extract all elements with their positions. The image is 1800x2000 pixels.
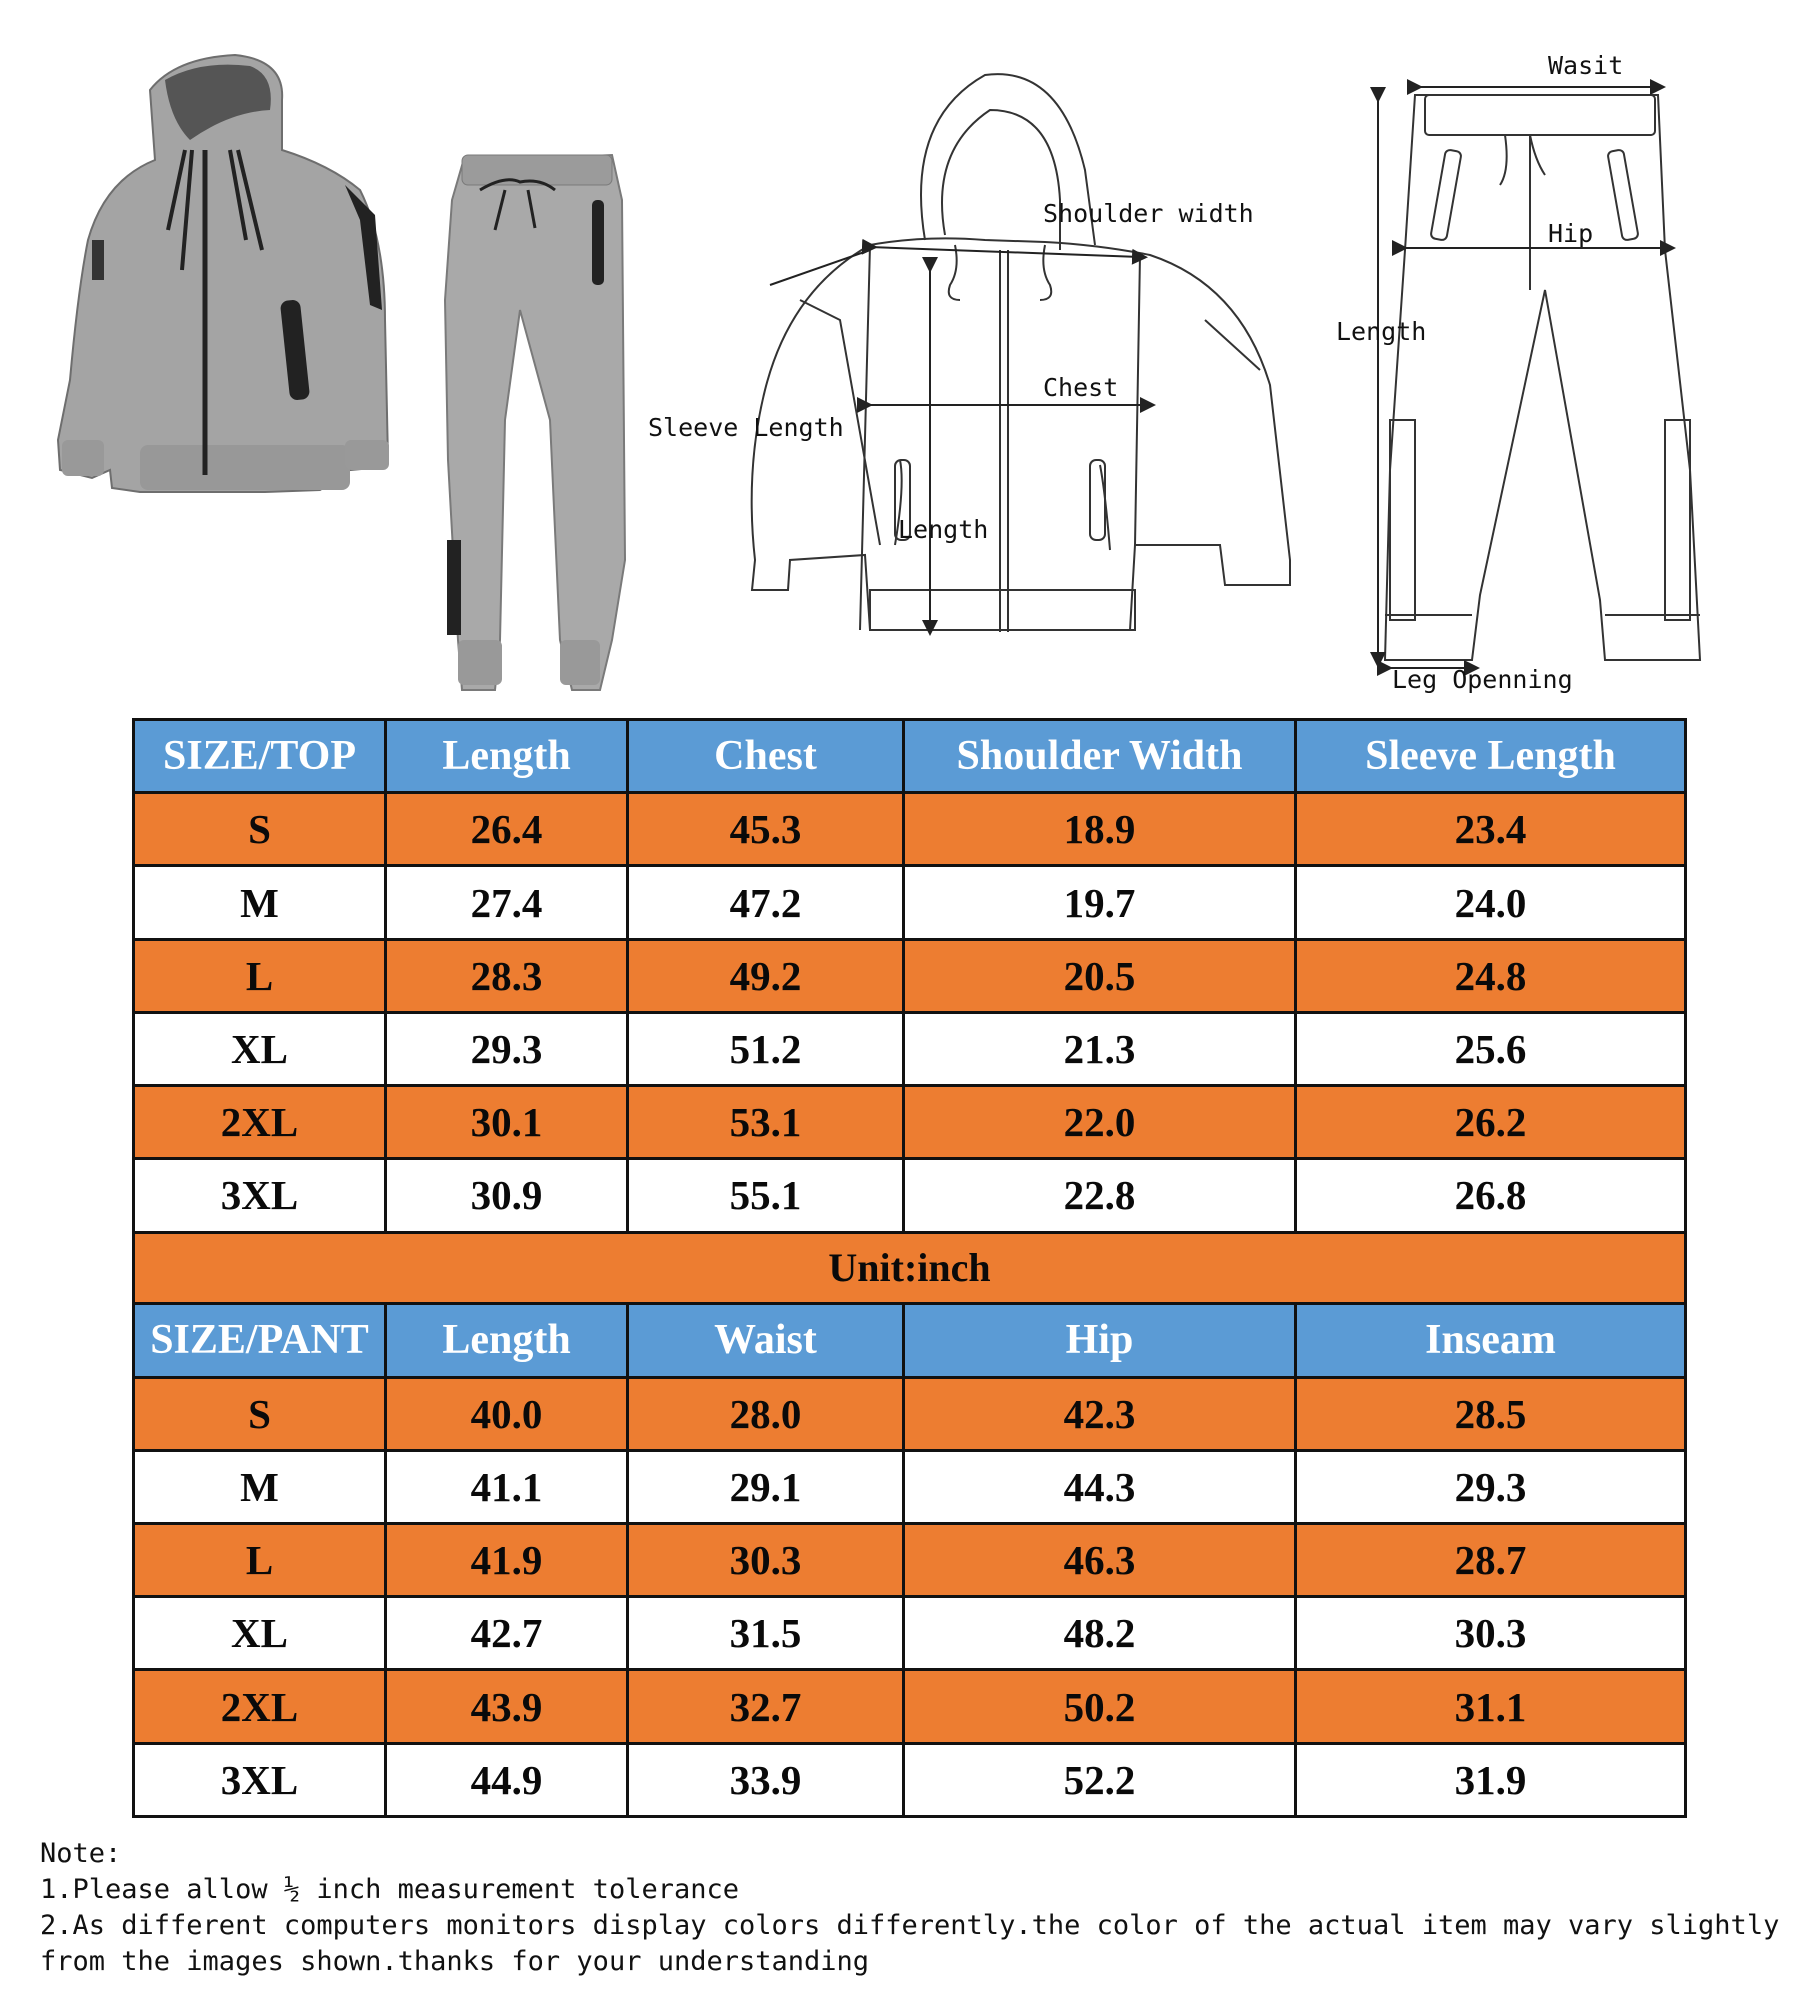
value-cell: 44.9 bbox=[386, 1743, 628, 1816]
value-cell: 31.5 bbox=[628, 1597, 904, 1670]
pants-photo bbox=[445, 155, 625, 690]
note-line-3: from the images shown.thanks for your understanding bbox=[40, 1946, 870, 1977]
size-cell: XL bbox=[134, 1012, 386, 1085]
value-cell: 29.1 bbox=[628, 1450, 904, 1523]
notes-block bbox=[40, 1836, 1780, 1980]
header-cell: Hip bbox=[904, 1304, 1296, 1377]
size-cell: 3XL bbox=[134, 1159, 386, 1232]
size-cell: 3XL bbox=[134, 1743, 386, 1816]
value-cell: 31.1 bbox=[1296, 1670, 1686, 1743]
value-cell: 19.7 bbox=[904, 866, 1296, 939]
value-cell: 28.3 bbox=[386, 939, 628, 1012]
table-row bbox=[134, 793, 1686, 866]
value-cell: 30.1 bbox=[386, 1086, 628, 1159]
value-cell: 53.1 bbox=[628, 1086, 904, 1159]
label-pant-length: Length bbox=[1336, 317, 1427, 346]
hoodie-measurement-drawing bbox=[752, 74, 1290, 632]
value-cell: 24.8 bbox=[1296, 939, 1686, 1012]
value-cell: 45.3 bbox=[628, 793, 904, 866]
table-row bbox=[134, 1523, 1686, 1596]
value-cell: 52.2 bbox=[904, 1743, 1296, 1816]
value-cell: 28.7 bbox=[1296, 1523, 1686, 1596]
table-row bbox=[134, 1377, 1686, 1450]
value-cell: 22.8 bbox=[904, 1159, 1296, 1232]
table-row bbox=[134, 866, 1686, 939]
unit-label: Unit:inch bbox=[134, 1232, 1686, 1304]
value-cell: 27.4 bbox=[386, 866, 628, 939]
header-cell: Shoulder Width bbox=[904, 720, 1296, 793]
table-row bbox=[134, 1086, 1686, 1159]
value-cell: 28.5 bbox=[1296, 1377, 1686, 1450]
hoodie-photo bbox=[58, 55, 389, 492]
value-cell: 21.3 bbox=[904, 1012, 1296, 1085]
size-cell: 2XL bbox=[134, 1670, 386, 1743]
value-cell: 22.0 bbox=[904, 1086, 1296, 1159]
value-cell: 28.0 bbox=[628, 1377, 904, 1450]
header-cell: SIZE/TOP bbox=[134, 720, 386, 793]
table-row bbox=[134, 1670, 1686, 1743]
value-cell: 23.4 bbox=[1296, 793, 1686, 866]
label-leg-opening: Leg Openning bbox=[1392, 665, 1573, 694]
garment-illustrations bbox=[0, 0, 1800, 710]
table-row bbox=[134, 1743, 1686, 1816]
pants-measurement-drawing bbox=[1385, 95, 1700, 660]
label-shoulder-width: Shoulder width bbox=[1043, 199, 1254, 228]
value-cell: 42.7 bbox=[386, 1597, 628, 1670]
value-cell: 46.3 bbox=[904, 1523, 1296, 1596]
value-cell: 55.1 bbox=[628, 1159, 904, 1232]
size-cell: M bbox=[134, 866, 386, 939]
value-cell: 24.0 bbox=[1296, 866, 1686, 939]
size-cell: L bbox=[134, 939, 386, 1012]
value-cell: 26.4 bbox=[386, 793, 628, 866]
value-cell: 26.8 bbox=[1296, 1159, 1686, 1232]
header-cell: Sleeve Length bbox=[1296, 720, 1686, 793]
size-cell: L bbox=[134, 1523, 386, 1596]
illustration-band bbox=[0, 0, 1800, 710]
header-cell: Length bbox=[386, 1304, 628, 1377]
size-chart-table bbox=[132, 718, 1687, 1818]
value-cell: 42.3 bbox=[904, 1377, 1296, 1450]
table-row bbox=[134, 1450, 1686, 1523]
top-header-row bbox=[134, 720, 1686, 793]
value-cell: 43.9 bbox=[386, 1670, 628, 1743]
size-cell: 2XL bbox=[134, 1086, 386, 1159]
label-waist: Wasit bbox=[1548, 51, 1624, 80]
label-chest: Chest bbox=[1043, 373, 1119, 402]
unit-row bbox=[134, 1232, 1686, 1304]
value-cell: 30.3 bbox=[1296, 1597, 1686, 1670]
value-cell: 41.9 bbox=[386, 1523, 628, 1596]
value-cell: 20.5 bbox=[904, 939, 1296, 1012]
header-cell: Inseam bbox=[1296, 1304, 1686, 1377]
header-cell: Length bbox=[386, 720, 628, 793]
value-cell: 29.3 bbox=[1296, 1450, 1686, 1523]
label-hoodie-length: Length bbox=[898, 515, 989, 544]
value-cell: 25.6 bbox=[1296, 1012, 1686, 1085]
table-row bbox=[134, 1012, 1686, 1085]
value-cell: 44.3 bbox=[904, 1450, 1296, 1523]
pants-measure-lines bbox=[1378, 87, 1668, 668]
size-cell: S bbox=[134, 1377, 386, 1450]
table-row bbox=[134, 1159, 1686, 1232]
value-cell: 26.2 bbox=[1296, 1086, 1686, 1159]
value-cell: 32.7 bbox=[628, 1670, 904, 1743]
value-cell: 40.0 bbox=[386, 1377, 628, 1450]
value-cell: 48.2 bbox=[904, 1597, 1296, 1670]
label-hip: Hip bbox=[1548, 219, 1594, 248]
header-cell: Waist bbox=[628, 1304, 904, 1377]
table-row bbox=[134, 1597, 1686, 1670]
value-cell: 49.2 bbox=[628, 939, 904, 1012]
size-cell: S bbox=[134, 793, 386, 866]
value-cell: 30.3 bbox=[628, 1523, 904, 1596]
size-cell: XL bbox=[134, 1597, 386, 1670]
value-cell: 41.1 bbox=[386, 1450, 628, 1523]
pant-header-row bbox=[134, 1304, 1686, 1377]
label-sleeve-length: Sleeve Length bbox=[648, 413, 844, 442]
note-line-2: 2.As different computers monitors display colors differently.the color of the actual item may vary slightly bbox=[40, 1910, 1780, 1941]
notes-title: Note: bbox=[40, 1838, 122, 1869]
table-row bbox=[134, 939, 1686, 1012]
size-cell: M bbox=[134, 1450, 386, 1523]
value-cell: 51.2 bbox=[628, 1012, 904, 1085]
value-cell: 47.2 bbox=[628, 866, 904, 939]
value-cell: 30.9 bbox=[386, 1159, 628, 1232]
note-line-1: 1.Please allow ½ inch measurement tolerance bbox=[40, 1874, 739, 1905]
value-cell: 18.9 bbox=[904, 793, 1296, 866]
value-cell: 31.9 bbox=[1296, 1743, 1686, 1816]
value-cell: 50.2 bbox=[904, 1670, 1296, 1743]
header-cell: Chest bbox=[628, 720, 904, 793]
header-cell: SIZE/PANT bbox=[134, 1304, 386, 1377]
value-cell: 29.3 bbox=[386, 1012, 628, 1085]
value-cell: 33.9 bbox=[628, 1743, 904, 1816]
